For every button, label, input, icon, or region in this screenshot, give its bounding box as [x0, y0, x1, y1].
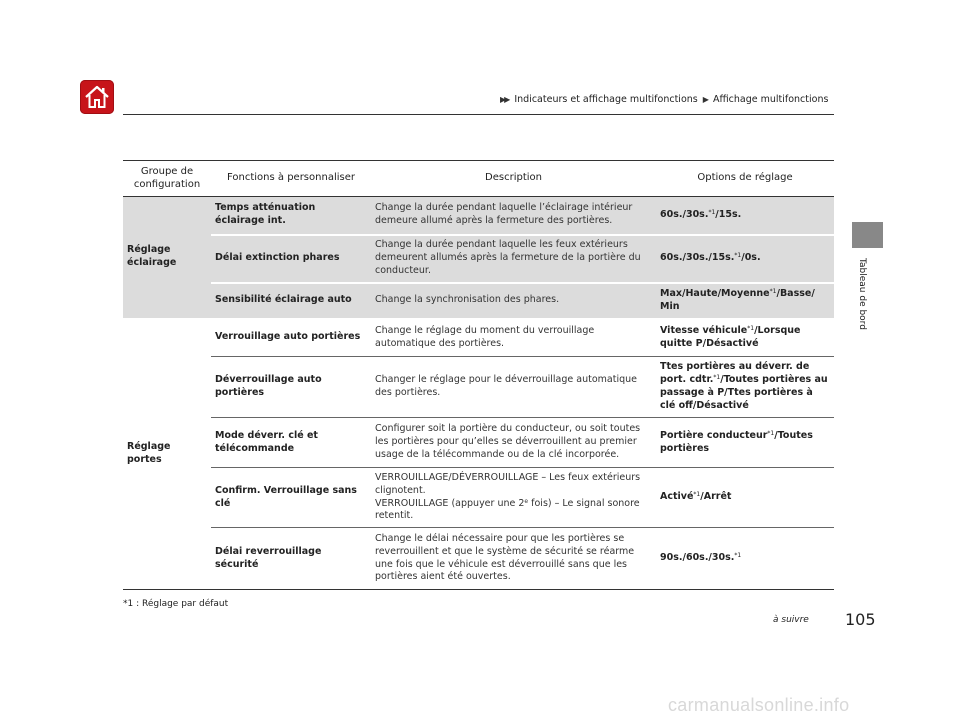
breadcrumb-item[interactable]: Affichage multifonctions [712, 94, 829, 105]
description: Change le délai nécessaire pour que les portières se reverrouillent et que le système de sécurité se réarme une fois que le véhicule est déverrouillé sans que les portières aient été ouvertes. [371, 528, 656, 590]
description: Change le réglage du moment du verrouillage automatique des portières. [371, 319, 656, 357]
home-button[interactable] [80, 80, 114, 114]
setting-options: Vitesse véhicule$^{*1}$/Lorsque quitte P/Désactivé [656, 319, 834, 357]
setting-options: Activé$^{*1}$/Arrêt [656, 468, 834, 528]
section-tab[interactable] [852, 222, 883, 248]
function-name: Temps atténuation éclairage int. [211, 197, 371, 235]
continued-label: à suivre [773, 615, 809, 625]
double-arrow-icon: ▶▶ [500, 95, 509, 104]
function-name: Délai extinction phares [211, 235, 371, 283]
description: Change la durée pendant laquelle l’éclairage intérieur demeure allumé après la fermeture des portières. [371, 197, 656, 235]
table-row [123, 418, 834, 468]
group-label: Réglage portes [123, 319, 211, 590]
description: VERROUILLAGE/DÉVERROUILLAGE – Les feux extérieurs clignotent. VERROUILLAGE (appuyer une 2e fois) – Le signal sonore retentit. [371, 468, 656, 528]
function-name: Déverrouillage auto portières [211, 357, 371, 418]
column-header: Description [371, 161, 656, 197]
breadcrumb [500, 94, 828, 105]
function-name: Mode déverr. clé et télécommande [211, 418, 371, 468]
breadcrumb-item[interactable]: Indicateurs et affichage multifonctions [514, 94, 698, 105]
setting-options: Portière conducteur$^{*1}$/Toutes portières [656, 418, 834, 468]
description: Change la synchronisation des phares. [371, 283, 656, 319]
header-divider [123, 114, 834, 115]
table-row [123, 319, 834, 357]
setting-options: Max/Haute/Moyenne$^{*1}$/Basse/ Min [656, 283, 834, 319]
column-header: Options de réglage [656, 161, 834, 197]
section-label: Tableau de bord [857, 258, 867, 330]
setting-options: 90s./60s./30s.$^{*1}$ [656, 528, 834, 590]
table-row [123, 235, 834, 283]
function-name: Délai reverrouillage sécurité [211, 528, 371, 590]
footnote: *1 : Réglage par défaut [123, 599, 229, 609]
settings-table [123, 160, 834, 590]
column-header: Groupe de configuration [123, 161, 211, 197]
table-row [123, 528, 834, 590]
home-icon [84, 85, 110, 109]
column-header: Fonctions à personnaliser [211, 161, 371, 197]
group-label: Réglage éclairage [123, 197, 211, 319]
watermark: carmanualsonline.info [668, 695, 850, 715]
table-row [123, 283, 834, 319]
description: Change la durée pendant laquelle les feux extérieurs demeurent allumés après la fermeture de la portière du conducteur. [371, 235, 656, 283]
table-row [123, 468, 834, 528]
function-name: Confirm. Verrouillage sans clé [211, 468, 371, 528]
setting-options: Ttes portières au déverr. de port. cdtr.$^{*1}$/Toutes portières au passage à P/Ttes portières à clé off/Désactivé [656, 357, 834, 418]
table-row [123, 357, 834, 418]
page-number: 105 [845, 610, 876, 629]
description: Configurer soit la portière du conducteur, ou soit toutes les portières pour qu’elles se déverrouillent au premier usage de la télécommande ou de la clé incorporée. [371, 418, 656, 468]
function-name: Sensibilité éclairage auto [211, 283, 371, 319]
setting-options: 60s./30s./15s.$^{*1}$/0s. [656, 235, 834, 283]
arrow-icon: ▶ [702, 95, 709, 104]
description: Changer le réglage pour le déverrouillage automatique des portières. [371, 357, 656, 418]
setting-options: 60s./30s.$^{*1}$/15s. [656, 197, 834, 235]
table-row [123, 197, 834, 235]
function-name: Verrouillage auto portières [211, 319, 371, 357]
